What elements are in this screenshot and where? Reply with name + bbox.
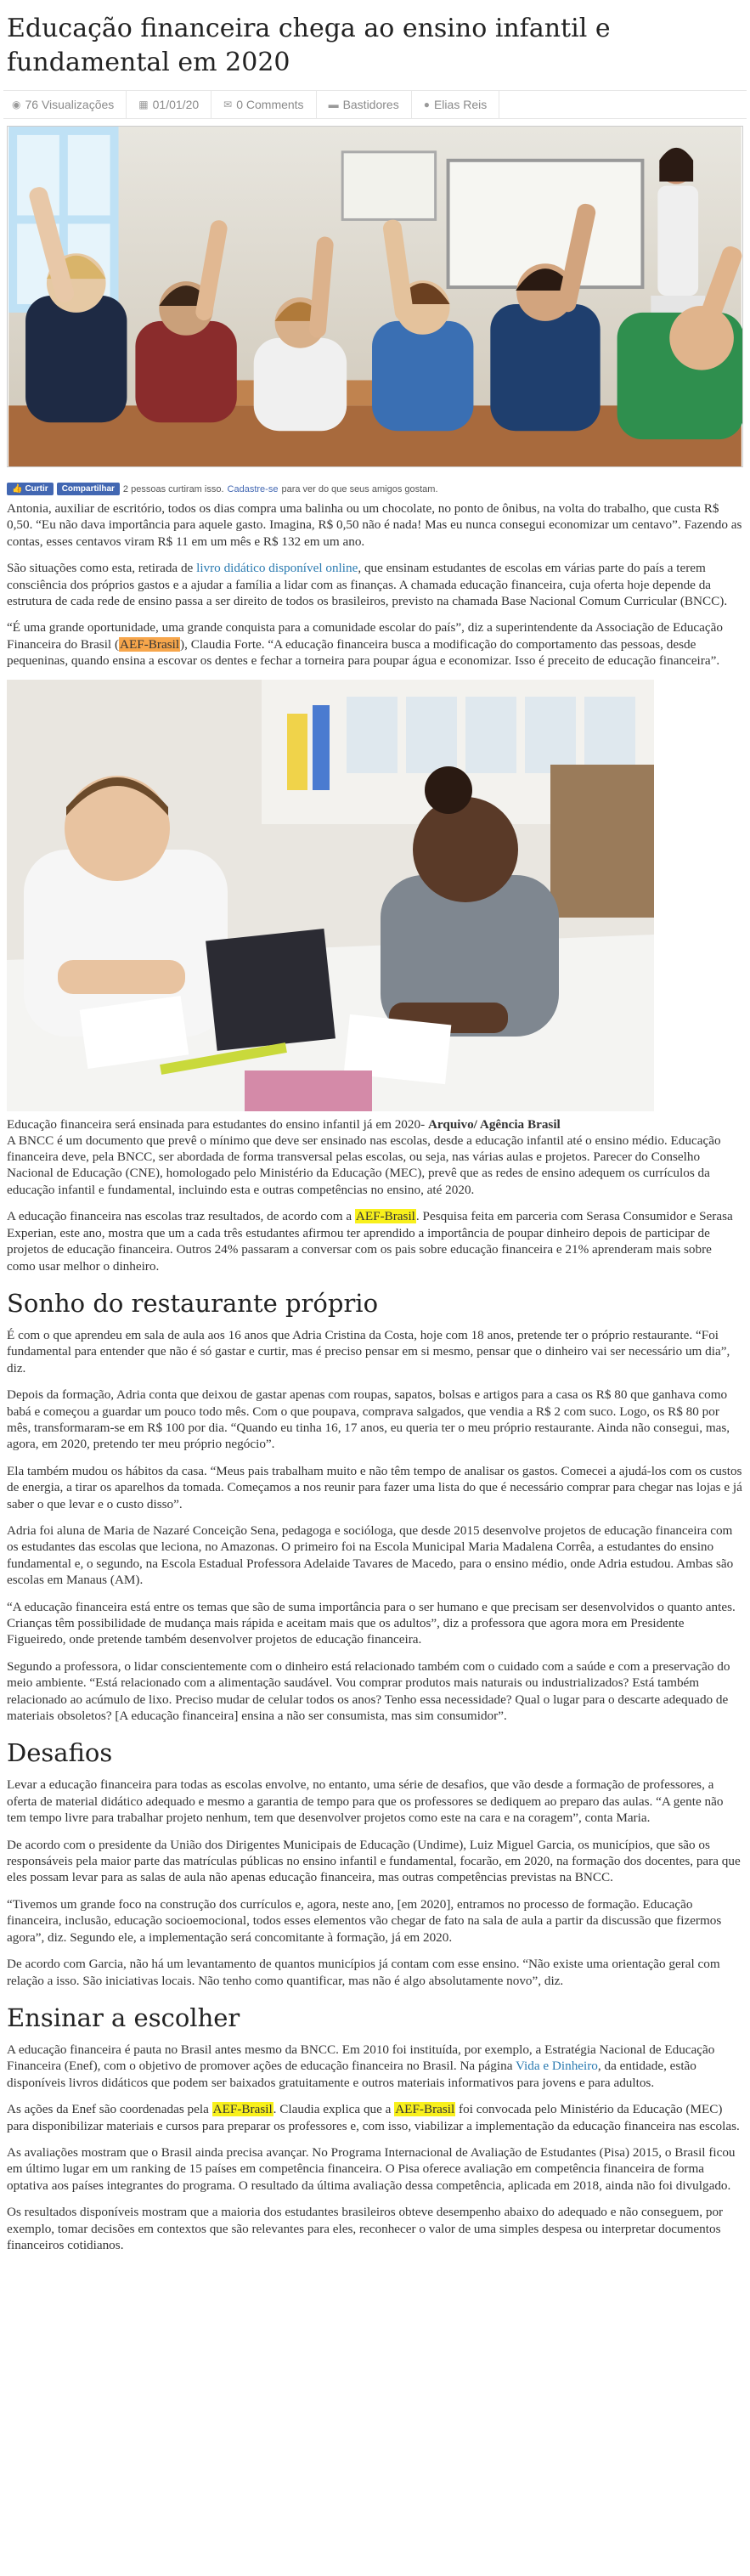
section1-paragraph: É com o que aprendeu em sala de aula aos 16 anos que Adria Cristina da Costa, hoje com 18 anos, pretende ter o próprio restaurante. “Foi fundamental para entender que não é só gastar e curtir, mas é preciso pensar em si mesmo, pensar que o dinheiro vai ser necessário um dia”, diz. — [7, 1327, 730, 1376]
aef-brasil-mark: AEF-Brasil — [355, 1209, 415, 1224]
facebook-like-button[interactable]: 👍 Curtir — [7, 483, 54, 495]
section3-paragraph: Os resultados disponíveis mostram que a maioria dos estudantes brasileiros obteve desempenho abaixo do adequado e não conseguem, por exemplo, tomar decisões em contextos que são relevantes para eles, reconhecer o valor de uma simples despesa ou interpretar documentos financeiros cotidianos. — [7, 2205, 724, 2252]
photo-credit: Arquivo/ Agência Brasil — [427, 1116, 561, 1132]
section2-paragraph: Levar a educação financeira para todas as escolas envolve, no entanto, uma série de desafios, que vão desde a formação de professores, a oferta de material didático adequado e mesmo a garantia de tempo para que os professores se dediquem ao preparo das aulas. “A gente não tem tempo livre para trabalhar projeto nenhum, tem que desenvolver projetos como este na cara e na coragem”, conta Maria. — [7, 1777, 724, 1826]
author-meta[interactable]: ● Elias Reis — [412, 91, 500, 118]
section1-paragraph: “A educação financeira está entre os temas que são de suma importância para o ser humano e que precisam ser desenvolvidos o quanto antes. Crianças têm possibilidade de mudança mais rápida e aceitam mais que os adultos”, diz a professora que agora mora em Presidente Figueiredo, onde pretende também desenvolver projetos de educação financeira. — [7, 1599, 736, 1647]
section3-paragraph: A educação financeira é pauta no Brasil antes mesmo da BNCC. Em 2010 foi instituída, por exemplo, a Estratégia Nacional de Educação Financeira (Enef), com o objetivo de promover ações de educação financeira no Brasil. Na página Vida e Dinheiro, da entidade, estão disponíveis livros didáticos que podem ser baixados gratuitamente e outros materiais informativos para jovens e para adultos. — [7, 2042, 715, 2090]
section3-paragraph: As avaliações mostram que o Brasil ainda precisa avançar. No Programa Internacional de Avaliação de Estudantes (Pisa) 2015, o Brasil ficou em último lugar em um ranking de 15 países em competência financeira. O Pisa oferece avaliação em competência financeira de forma optativa aos países integrantes do programa. O resultado da última avaliação dessa competência, aplicada em 2018, ainda não foi divulgado. — [7, 2144, 736, 2193]
article-title: Educação financeira chega ao ensino infantil e fundamental em 2020 — [7, 14, 611, 77]
aef-brasil-mark: AEF-Brasil — [212, 2102, 273, 2117]
intro-paragraph-3: “É uma grande oportunidade, uma grande conquista para a comunidade escolar do país”, diz a superintendente da Associação de Educação Financeira do Brasil (AEF-Brasil), Claudia Forte. “A educação financeira busca a modificação do comportamento das pessoas, desde pequeninas, quando ensina a escovar os dentes e fechar a torneira para poupar água e economizar. Isso é preceito de educação financeira”. — [7, 620, 723, 669]
section3-paragraph: As ações da Enef são coordenadas pela AEF-Brasil. Claudia explica que a AEF-Brasil foi convocada pelo Ministério da Educação (MEC) para disponibilizar materiais e cursos para preparar os professores e, com isso, viabilizar a implementação da educação financeira nas escolas. — [7, 2102, 740, 2133]
section1-paragraph: Ela também mudou os hábitos da casa. “Meus pais trabalham muito e não têm tempo de analisar os gastos. Comecei a ajudá-los com os custos de energia, a tirar os aparelhos da tomada. Começamos a nos reunir para fazer uma lista do que é necessário comprar para chegar nas lojas e já saber o que levar e o custo disso”. — [7, 1463, 742, 1511]
folder-icon: ▬ — [328, 99, 339, 110]
vida-e-dinheiro-link[interactable]: Vida e Dinheiro — [515, 2059, 598, 2074]
children-desk-photo — [7, 680, 654, 1111]
intro-paragraph-1: Antonia, auxiliar de escritório, todos os dias compra uma balinha ou um chocolate, no ponto de ônibus, na volta do trabalho, que custa R$ 0,50. “Eu não dava importância para aquele gasto. Imagina, R$ 0,50 não é nada! Mas eu nunca consegui economizar um centavo”. Fazendo as contas, esses centavos viram R$ 11 em um mês e R$ 132 em um ano. — [7, 501, 742, 549]
article-meta-bar — [3, 90, 747, 119]
section2-paragraph: De acordo com Garcia, não há um levantamento de quantos municípios já contam com esse ensino. “Não existe uma orientação geral com relação a isso. São iniciativas locais. Não tenho como quantificar, mas não é algo absolutamente novo”, diz. — [7, 1957, 720, 1988]
like-info-text: para ver do que seus amigos gostam. — [281, 483, 438, 494]
aef-brasil-mark: AEF-Brasil — [120, 636, 180, 652]
comments-meta[interactable]: ✉ 0 Comments — [211, 91, 316, 118]
photo-caption: Educação financeira será ensinada para estudantes do ensino infantil já em 2020- Arquivo/ Agência Brasil — [7, 1116, 561, 1132]
section2-paragraph: De acordo com o presidente da União dos Dirigentes Municipais de Educação (Undime), Luiz Miguel Garcia, os municípios, que são os responsáveis pela maior parte das matrículas públicas no ensino infantil e fundamental, focarão, em 2020, na formação dos docentes, para que eles possam levar para as salas de aula não apenas educação financeira, mas outras competências previstas na BNCC. — [7, 1837, 741, 1885]
eye-icon: ◉ — [12, 99, 21, 110]
textbook-link[interactable]: livro didático disponível online — [196, 561, 358, 576]
calendar-icon: ▦ — [138, 99, 149, 110]
section-heading-restaurante: Sonho do restaurante próprio — [7, 1288, 379, 1318]
section1-paragraph: Depois da formação, Adria conta que deixou de gastar apenas com roupas, sapatos, bolsas e artigos para a casa os R$ 80 que ganhava como babá e começou a guardar um pouco todo mês. Com o que poupava, comprava salgados, que vendia a R$ 2 com suco. Logo, os R$ 80 por mês, transformaram-se em R$ 100 por dia. “Quando eu tinha 16, 17 anos, eu queria ter o meu próprio restaurante. Ainda não consegui, mas, agora, em 2020, pretendo ter meu próprio negócio”. — [7, 1387, 730, 1452]
body-paragraph-bncc: A BNCC é um documento que prevê o mínimo que deve ser ensinado nas escolas, desde a educação infantil até o ensino médio. Educação financeira deve, pela BNCC, ser abordada de forma transversal pelas escolas, ou seja, nas várias aulas e projetos. Parecer do Conselho Nacional de Educação (CNE), homologado pelo Ministério da Educação (MEC), prevê que as redes de ensino adequem os currículos da educação infantil e fundamental, incluindo esta e outras competências no ensino, até 2020. — [7, 1133, 721, 1197]
facebook-signup-link[interactable]: Cadastre-se — [227, 483, 279, 494]
views-meta: ◉ 76 Visualizações — [3, 91, 127, 118]
facebook-like-bar — [7, 483, 743, 495]
aef-brasil-mark: AEF-Brasil — [395, 2102, 455, 2117]
section-heading-desafios: Desafios — [7, 1738, 113, 1768]
comment-icon: ✉ — [223, 99, 233, 110]
date-meta: ▦ 01/01/20 — [127, 91, 211, 118]
body-paragraph-results: A educação financeira nas escolas traz resultados, de acordo com a AEF-Brasil. Pesquisa feita em parceria com Serasa Consumidor e Serasa Experian, este ano, mostra que um a cada três estudantes afirmou ter aprendido a importância de poupar dinheiro depois de participar de projetos de educação financeira. Outros 24% passaram a conversar com os pais sobre educação financeira e 21% aprenderam mais sobre como usar melhor o dinheiro. — [7, 1209, 733, 1274]
intro-paragraph-2: São situações como esta, retirada de livro didático disponível online, que ensinam estudantes de escolas em várias parte do país a terem consciência dos próprios gastos e a ajudar a família a lidar com as finanças. A chamada educação financeira, cuja oferta hoje depende da estrutura de cada rede de ensino passa a ser direito de todos os brasileiros, previsto na chamada Base Nacional Comum Curricular (BNCC). — [7, 561, 728, 609]
category-meta[interactable]: ▬ Bastidores — [317, 91, 412, 118]
hero-classroom-photo — [7, 126, 743, 467]
section1-paragraph: Adria foi aluna de Maria de Nazaré Conceição Sena, pedagoga e socióloga, que desde 2015 desenvolve projetos de educação financeira com os estudantes das escolas que leciona, no Amazonas. O primeiro foi na Escola Municipal Maria Madalena Corrêa, a estudantes do ensino fundamental e, o segundo, na Escola Estadual Professora Adelaide Tavares de Macedo, para o ensino médio, onde Adria estudou. Ambas são escolas em Manaus (AM). — [7, 1522, 734, 1588]
section1-paragraph: Segundo a professora, o lidar conscientemente com o dinheiro está relacionado também com o cuidado com a saúde e com a preservação do meio ambiente. “Está relacionado com a alimentação saudável. Vou comprar produtos mais naturais ou industrializados? Está também relacionado ao acúmulo de lixo. Preciso mudar de celular todos os anos? Tenho essa necessidade? Qual o lugar para o descarte adequado de materiais obsoletos? [A educação financeira] ensina a não ser consumista, mas sim consumidor”. — [7, 1658, 730, 1724]
section2-paragraph: “Tivemos um grande foco na construção dos currículos e, agora, neste ano, [em 2020], entramos no processo de formação. Educação financeira, inclusão, educação socioemocional, todos esses elementos vão chegar de fato na sala de aula a partir da discussão que fizermos agora”, diz. Segundo ele, a implementação será concomitante à formação, já em 2020. — [7, 1896, 722, 1945]
thumbs-up-icon: 👍 — [12, 484, 23, 494]
like-count-text: 2 pessoas curtiram isso. — [122, 483, 224, 494]
section-heading-ensinar: Ensinar a escolher — [7, 2003, 240, 2032]
user-icon: ● — [423, 99, 430, 110]
facebook-share-button[interactable]: Compartilhar — [57, 483, 120, 495]
